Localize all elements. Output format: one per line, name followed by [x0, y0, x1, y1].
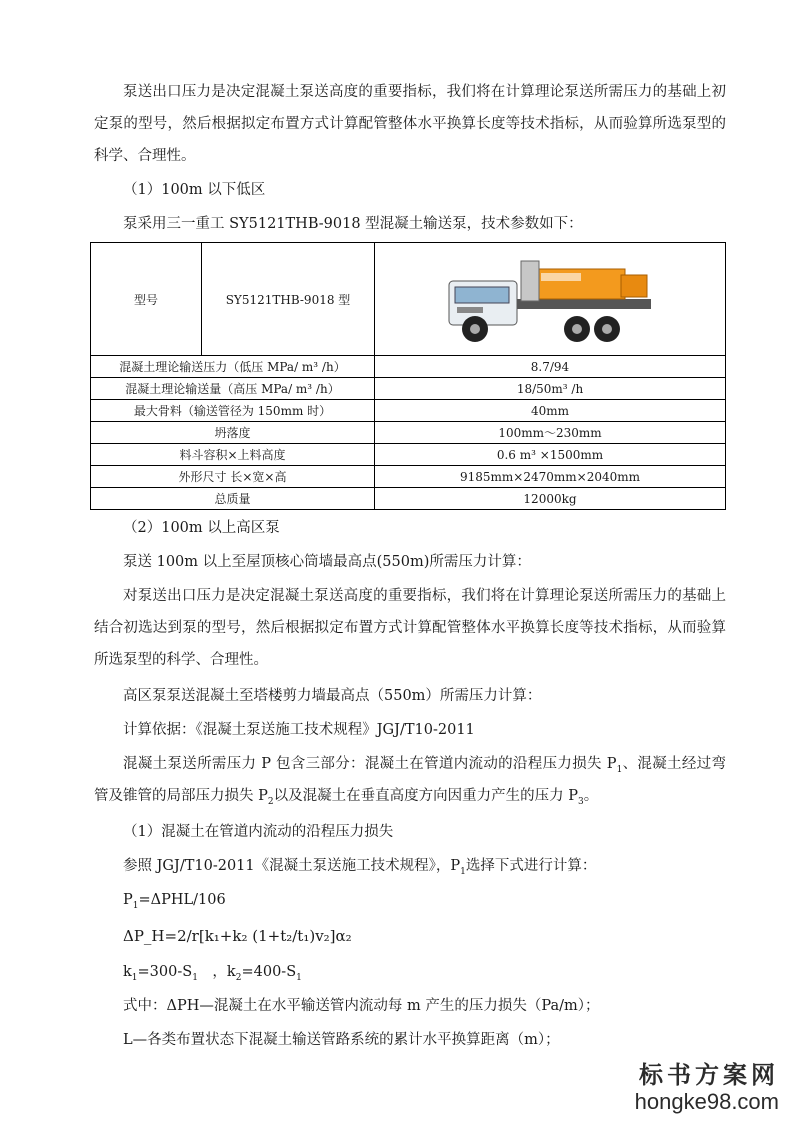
where-line-2: L—各类布置状态下混凝土输送管路系统的累计水平换算距离（m）；: [123, 1032, 560, 1048]
section-low-zone: （1）100m 以下低区: [123, 182, 266, 198]
model-label: 型号: [91, 243, 202, 356]
reference-line: 参照 JGJ/T10-2011《混凝土泵送施工技术规程》，$P_1$选择下式进行计算：: [123, 858, 597, 877]
table-row: [91, 243, 726, 356]
table-row: [91, 400, 726, 422]
spec-value: 12000kg: [375, 488, 726, 510]
pump-truck-image: [445, 251, 655, 347]
spec-label: 坍落度: [91, 422, 375, 444]
spec-value: 100mm～230mm: [375, 422, 726, 444]
spec-label: 料斗容积×上料高度: [91, 444, 375, 466]
table-row: [91, 356, 726, 378]
watermark-en: hongke98.com: [634, 1089, 779, 1114]
watermark: [635, 1055, 779, 1114]
pump-intro: 泵采用三一重工 SY5121THB-9018 型混凝土输送泵，技术参数如下：: [123, 216, 583, 232]
paragraph-pressure: 混凝土泵送所需压力 P 包含三部分：混凝土在管道内流动的沿程压力损失 $P_1$、混凝土经过弯管及锥管的局部压力损失 $P_2$以及混凝土在垂直高度方向因重力产生的压力 $P_3$。: [94, 756, 727, 807]
formula-k: $k_1=300-S_1$ ，$k_2=400-S_1$: [123, 964, 302, 983]
spec-value: 9185mm×2470mm×2040mm: [375, 466, 726, 488]
paragraph-high-2: 对泵送出口压力是决定混凝土泵送高度的重要指标，我们将在计算理论泵送所需压力的基础上结合初选达到泵的型号，然后根据拟定布置方式计算配管整体水平换算长度等技术指标，从而验算所选泵型的科学、合理性。: [94, 588, 726, 668]
table-row: [91, 488, 726, 510]
spec-value: 0.6 m³ ×1500mm: [375, 444, 726, 466]
spec-value: 8.7/94: [375, 356, 726, 378]
formula-delta-ph: ΔP_H=2/r[k₁+k₂ (1+t₂/t₁)v₂]α₂: [123, 927, 352, 945]
table-row: [91, 378, 726, 400]
where-line-1: 式中：ΔPH—混凝土在水平输送管内流动每 m 产生的压力损失（Pa/m）；: [123, 998, 600, 1014]
table-row: [91, 466, 726, 488]
item-friction-loss: （1）混凝土在管道内流动的沿程压力损失: [123, 824, 394, 840]
watermark-cn: 标书方案网: [639, 1060, 779, 1089]
paragraph-high-3: 高区泵泵送混凝土至塔楼剪力墙最高点（550m）所需压力计算：: [123, 688, 542, 704]
truck-image: [375, 243, 726, 356]
calc-basis: 计算依据：《混凝土泵送施工技术规程》JGJ/T10-2011: [123, 722, 475, 738]
spec-table: [90, 242, 726, 510]
paragraph-high-1: 泵送 100m 以上至屋顶核心筒墙最高点(550m)所需压力计算：: [123, 554, 531, 570]
section-high-zone: （2）100m 以上高区泵: [123, 520, 280, 536]
table-row: [91, 422, 726, 444]
spec-label: 混凝土理论输送量（高压 MPa/ m³ /h）: [91, 378, 375, 400]
spec-label: 最大骨料（输送管径为 150mm 时）: [91, 400, 375, 422]
paragraph-intro: 泵送出口压力是决定混凝土泵送高度的重要指标，我们将在计算理论泵送所需压力的基础上初定泵的型号，然后根据拟定布置方式计算配管整体水平换算长度等技术指标，从而验算所选泵型的科学、合理性。: [94, 84, 726, 164]
spec-label: 总质量: [91, 488, 375, 510]
spec-value: 18/50m³ /h: [375, 378, 726, 400]
spec-label: 混凝土理论输送压力（低压 MPa/ m³ /h）: [91, 356, 375, 378]
formula-p1: $P_1=\Delta PHL/106$: [123, 892, 226, 911]
spec-label: 外形尺寸 长×宽×高: [91, 466, 375, 488]
spec-value: 40mm: [375, 400, 726, 422]
table-row: [91, 444, 726, 466]
model-value: SY5121THB-9018 型: [202, 243, 375, 356]
